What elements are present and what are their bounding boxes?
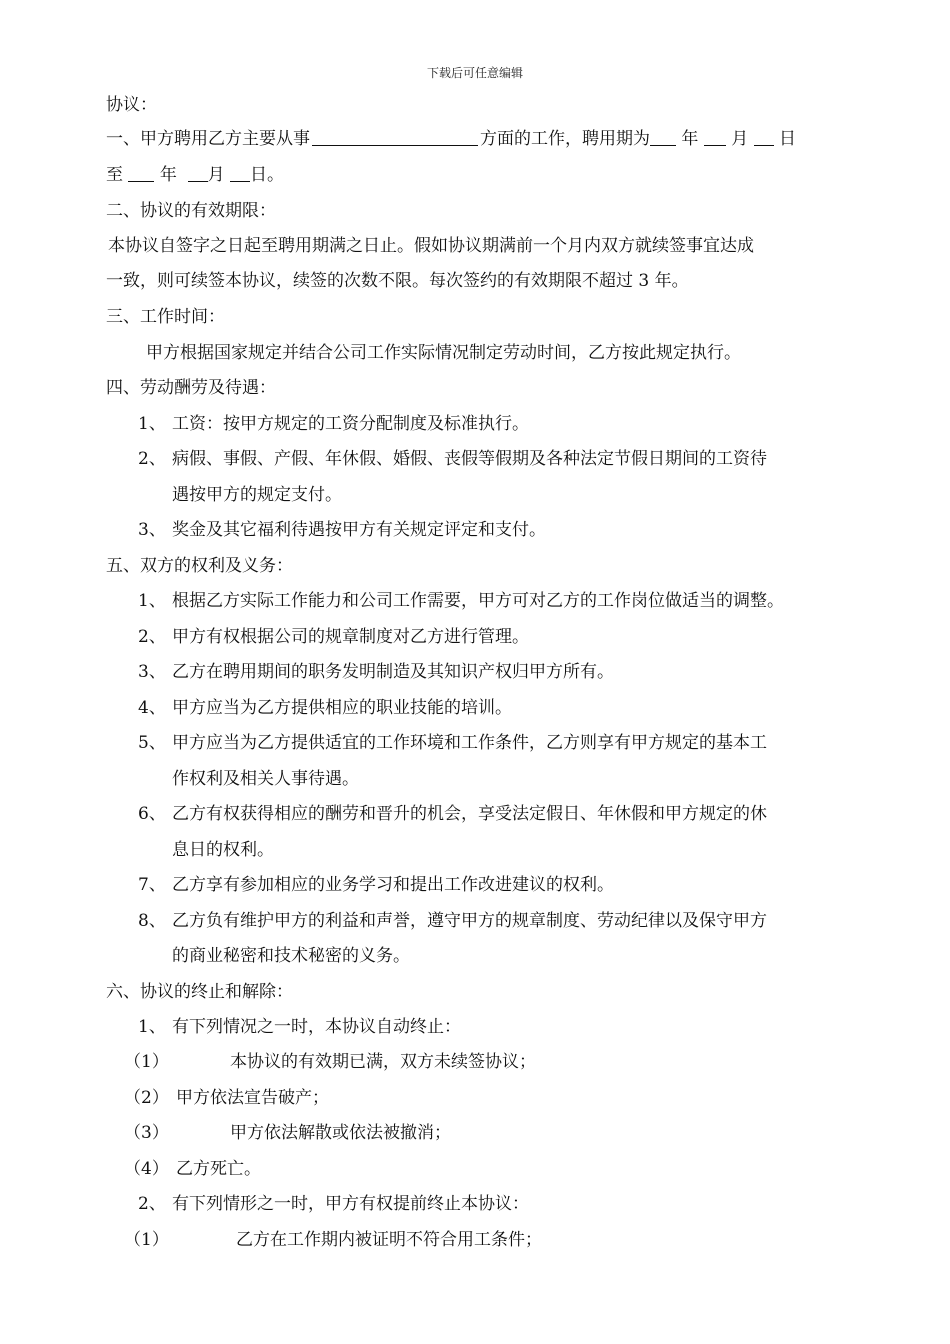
item-number: 6、 bbox=[138, 804, 166, 824]
sub-item-number: （3） bbox=[124, 1123, 169, 1143]
section-3-title: 三、工作时间： bbox=[106, 307, 225, 327]
item-text: 奖金及其它福利待遇按甲方有关规定评定和支付。 bbox=[172, 520, 546, 540]
sub-list-item bbox=[124, 1157, 261, 1181]
blank-field-start-year[interactable] bbox=[650, 127, 676, 146]
sub-list-item bbox=[124, 1086, 329, 1110]
label-year: 年 bbox=[681, 129, 699, 149]
list-item bbox=[138, 660, 614, 684]
item-number: 5、 bbox=[138, 733, 166, 753]
sub-item-text: 甲方依法宣告破产； bbox=[176, 1088, 329, 1108]
sub-item-text: 本协议的有效期已满，双方未续签协议； bbox=[230, 1052, 536, 1072]
section-3-para-1: 甲方根据国家规定并结合公司工作实际情况制定劳动时间，乙方按此规定执行。 bbox=[146, 343, 741, 363]
section-6-title: 六、协议的终止和解除： bbox=[106, 982, 293, 1002]
list-item bbox=[138, 1192, 529, 1216]
list-item bbox=[138, 625, 529, 649]
intro-line: 协议： bbox=[106, 95, 157, 115]
label-year-2: 年 bbox=[159, 165, 177, 185]
list-item bbox=[138, 518, 546, 542]
sub-list-item bbox=[124, 1228, 542, 1252]
sub-item-text: 甲方依法解散或依法被撤消； bbox=[230, 1123, 451, 1143]
list-item bbox=[138, 696, 512, 720]
sub-item-text: 乙方死亡。 bbox=[176, 1159, 261, 1179]
sub-item-text: 乙方在工作期内被证明不符合用工条件； bbox=[236, 1230, 542, 1250]
item-number: 8、 bbox=[138, 911, 166, 931]
blank-field-job[interactable] bbox=[312, 127, 478, 146]
item-number: 1、 bbox=[138, 591, 166, 611]
list-item-continuation: 息日的权利。 bbox=[172, 840, 274, 860]
label-month-2: 月 bbox=[207, 165, 225, 185]
list-item bbox=[138, 802, 767, 826]
item-number: 2、 bbox=[138, 1194, 166, 1214]
item-text: 有下列情形之一时，甲方有权提前终止本协议： bbox=[172, 1194, 529, 1214]
list-item-continuation: 作权利及相关人事待遇。 bbox=[172, 769, 359, 789]
item-text: 乙方有权获得相应的酬劳和晋升的机会，享受法定假日、年休假和甲方规定的休 bbox=[172, 804, 767, 824]
item-number: 2、 bbox=[138, 449, 166, 469]
list-item bbox=[138, 447, 767, 471]
list-item bbox=[138, 412, 529, 436]
blank-field-end-month[interactable] bbox=[188, 163, 208, 182]
section-1-line-2 bbox=[106, 163, 284, 187]
page-header: 下载后可任意编辑 bbox=[426, 66, 523, 80]
label-day: 日 bbox=[779, 129, 797, 149]
item-text: 乙方负有维护甲方的利益和声誉，遵守甲方的规章制度、劳动纪律以及保守甲方 bbox=[172, 911, 767, 931]
section-5-title: 五、双方的权利及义务： bbox=[106, 556, 293, 576]
label-month: 月 bbox=[731, 129, 749, 149]
item-text: 病假、事假、产假、年休假、婚假、丧假等假期及各种法定节假日期间的工资待 bbox=[172, 449, 767, 469]
list-item bbox=[138, 873, 614, 897]
list-item bbox=[138, 909, 767, 933]
item-number: 1、 bbox=[138, 1017, 166, 1037]
item-number: 4、 bbox=[138, 698, 166, 718]
blank-field-end-year[interactable] bbox=[128, 163, 154, 182]
item-number: 3、 bbox=[138, 520, 166, 540]
item-text: 甲方有权根据公司的规章制度对乙方进行管理。 bbox=[172, 627, 529, 647]
item-text: 工资：按甲方规定的工资分配制度及标准执行。 bbox=[172, 414, 529, 434]
item-text: 甲方应当为乙方提供相应的职业技能的培训。 bbox=[172, 698, 512, 718]
sub-list-item bbox=[124, 1050, 536, 1074]
item-text: 甲方应当为乙方提供适宜的工作环境和工作条件，乙方则享有甲方规定的基本工 bbox=[172, 733, 767, 753]
section-1-line-1 bbox=[106, 127, 796, 151]
item-number: 3、 bbox=[138, 662, 166, 682]
section-1-text-b: 方面的工作，聘用期为 bbox=[480, 129, 650, 149]
section-4-title: 四、劳动酬劳及待遇： bbox=[106, 378, 276, 398]
blank-field-start-month[interactable] bbox=[704, 127, 726, 146]
item-text: 根据乙方实际工作能力和公司工作需要，甲方可对乙方的工作岗位做适当的调整。 bbox=[172, 591, 784, 611]
sub-item-number: （2） bbox=[124, 1088, 169, 1108]
sub-item-number: （1） bbox=[124, 1230, 169, 1250]
list-item bbox=[138, 731, 767, 755]
list-item bbox=[138, 589, 784, 613]
item-number: 7、 bbox=[138, 875, 166, 895]
item-number: 1、 bbox=[138, 414, 166, 434]
section-2-para-2: 一致，则可续签本协议，续签的次数不限。每次签约的有效期限不超过 3 年。 bbox=[106, 271, 689, 291]
list-item bbox=[138, 1015, 461, 1039]
blank-field-end-day[interactable] bbox=[230, 163, 250, 182]
label-end: 日。 bbox=[250, 165, 285, 185]
item-number: 2、 bbox=[138, 627, 166, 647]
section-2-para-1: 本协议自签字之日起至聘用期满之日止。假如协议期满前一个月内双方就续签事宜达成 bbox=[108, 236, 754, 256]
section-1-text-a: 一、甲方聘用乙方主要从事 bbox=[106, 129, 310, 149]
sub-item-number: （1） bbox=[124, 1052, 169, 1072]
blank-field-start-day[interactable] bbox=[754, 127, 774, 146]
item-text: 有下列情况之一时，本协议自动终止： bbox=[172, 1017, 461, 1037]
item-text: 乙方在聘用期间的职务发明制造及其知识产权归甲方所有。 bbox=[172, 662, 614, 682]
sub-list-item bbox=[124, 1121, 451, 1145]
section-2-title: 二、协议的有效期限： bbox=[106, 201, 276, 221]
list-item-continuation: 的商业秘密和技术秘密的义务。 bbox=[172, 946, 410, 966]
item-text: 乙方享有参加相应的业务学习和提出工作改进建议的权利。 bbox=[172, 875, 614, 895]
list-item-continuation: 遇按甲方的规定支付。 bbox=[172, 485, 342, 505]
sub-item-number: （4） bbox=[124, 1159, 169, 1179]
label-to: 至 bbox=[106, 165, 123, 185]
